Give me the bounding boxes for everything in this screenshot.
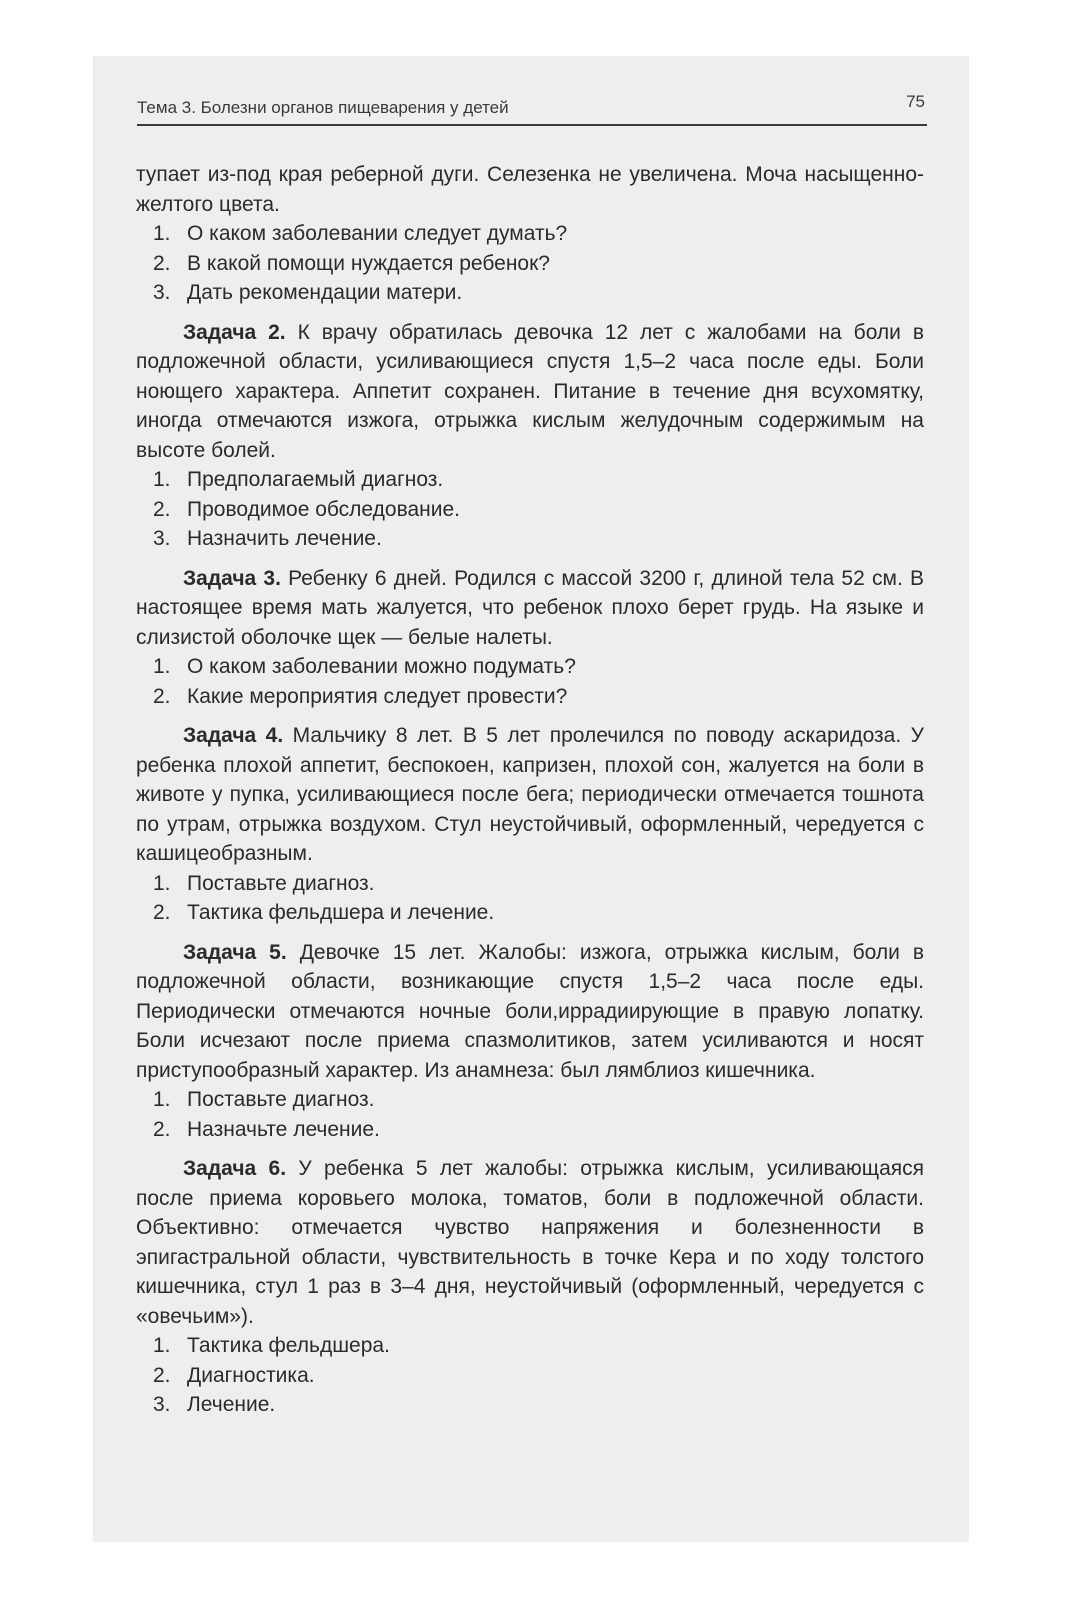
item-text: Поставьте диагноз. [187, 1088, 375, 1111]
item-text: Тактика фельдшера. [187, 1334, 390, 1357]
running-header [137, 90, 927, 126]
item-text: О каком заболевании следует думать? [187, 222, 568, 245]
list-item [136, 1331, 924, 1361]
list-item [136, 869, 924, 899]
task-text: У ребенка 5 лет жалобы: отрыжка кислым, усиливающаяся после приема коровьего молока, томатов, боли в подложечной области. Объективно: отмечается чувство напряжения и болезненности в эпигастральной области, чувствительность в точке Кера и по ходу толстого кишечника, стул 1 раз в 3–4 дня, неустойчивый (оформленный, чередуется с «овечьим»). [136, 1157, 924, 1328]
list-item [136, 1390, 924, 1420]
list-item [136, 278, 924, 308]
task-text: К врачу обратилась девочка 12 лет с жалобами на боли в подложечной области, усиливающиеся спустя 1,5–2 часа после еды. Боли ноющего характера. Аппетит сохранен. Питание в течение дня всухомятку, иногда отмечаются изжога, отрыжка кислым желудочным содержимым на высоте болей. [136, 320, 924, 462]
page-number: 75 [906, 92, 925, 111]
item-text: Поставьте диагноз. [187, 871, 375, 895]
item-number: 3. [153, 1393, 171, 1416]
item-text: Предполагаемый диагноз. [187, 468, 444, 491]
page-content [136, 160, 924, 1420]
task-question-list [136, 652, 924, 711]
item-text: Назначить лечение. [187, 527, 382, 550]
item-number: 1. [153, 468, 171, 491]
task-paragraph [136, 721, 924, 869]
item-text: Дать рекомендации матери. [187, 281, 463, 304]
list-item [136, 898, 924, 928]
item-text: В какой помощи нуждается ребенок? [187, 251, 550, 275]
item-text: Какие мероприятия следует провести? [187, 684, 568, 708]
item-number: 1. [153, 222, 171, 245]
book-page [93, 56, 969, 1542]
list-item [136, 652, 924, 682]
task-question-list [136, 465, 924, 554]
item-number: 1. [153, 1334, 171, 1357]
item-text: О каком заболевании можно подумать? [187, 655, 576, 678]
item-text: Проводимое обследование. [187, 497, 461, 521]
task-question-list [136, 1331, 924, 1420]
task-label: Задача 6. [183, 1157, 287, 1180]
task-question-list [136, 869, 924, 928]
task-question-list [136, 1085, 924, 1144]
task-text: Девочке 15 лет. Жалобы: изжога, отрыжка кислым, боли в подложечной области, возникающие спустя 1,5–2 часа после еды. Периодически отмечаются ночные боли,иррадиирующие в правую лопатку. Боли исчезают после приема спазмолитиков, затем усиливаются и носят приступообразный характер. Из анамнеза: был лямблиоз кишечника. [136, 940, 925, 1082]
task-paragraph [136, 1154, 924, 1331]
item-number: 3. [153, 527, 171, 550]
task-paragraph [136, 938, 924, 1086]
task-paragraph [136, 564, 924, 653]
list-item [136, 249, 924, 279]
item-text: Назначьте лечение. [187, 1117, 380, 1141]
task-label: Задача 4. [183, 724, 284, 747]
item-number: 2. [153, 251, 171, 275]
header-title: Тема 3. Болезни органов пищеварения у детей [137, 98, 509, 117]
intro-paragraph: тупает из-под края реберной дуги. Селезенка не увеличена. Моча насыщенно-желтого цвета. [136, 163, 924, 216]
item-number: 2. [153, 1363, 171, 1387]
item-number: 2. [153, 1117, 171, 1141]
item-text: Тактика фельдшера и лечение. [187, 901, 495, 924]
task-label: Задача 5. [183, 940, 287, 964]
item-text: Диагностика. [187, 1363, 315, 1387]
task-label: Задача 3. [183, 566, 281, 590]
list-item [136, 1361, 924, 1391]
item-number: 1. [153, 871, 171, 895]
list-item [136, 1115, 924, 1145]
list-item [136, 219, 924, 249]
item-number: 2. [153, 497, 171, 521]
task-label: Задача 2. [183, 320, 286, 344]
list-item [136, 524, 924, 554]
item-number: 1. [153, 1088, 171, 1111]
item-text: Лечение. [187, 1393, 276, 1416]
item-number: 2. [153, 901, 171, 924]
task-text: Ребенку 6 дней. Родился с массой 3200 г, длиной тела 52 см. В настоящее время мать жалуется, что ребенок плохо берет грудь. На языке и слизистой оболочке щек — белые налеты. [136, 566, 924, 649]
list-item [136, 465, 924, 495]
item-number: 2. [153, 684, 171, 708]
item-number: 1. [153, 655, 171, 678]
task-paragraph [136, 318, 924, 466]
item-number: 3. [153, 281, 171, 304]
list-item [136, 682, 924, 712]
intro-question-list [136, 219, 924, 308]
list-item [136, 495, 924, 525]
task-text: Мальчику 8 лет. В 5 лет пролечился по поводу аскаридоза. У ребенка плохой аппетит, беспокоен, капризен, плохой сон, жалуется на боли в животе у пупка, усиливающиеся после бега; периодически отмечается тошнота по утрам, отрыжка воздухом. Стул неустойчивый, оформленный, чередуется с кашицеобразным. [136, 724, 924, 865]
list-item [136, 1085, 924, 1115]
